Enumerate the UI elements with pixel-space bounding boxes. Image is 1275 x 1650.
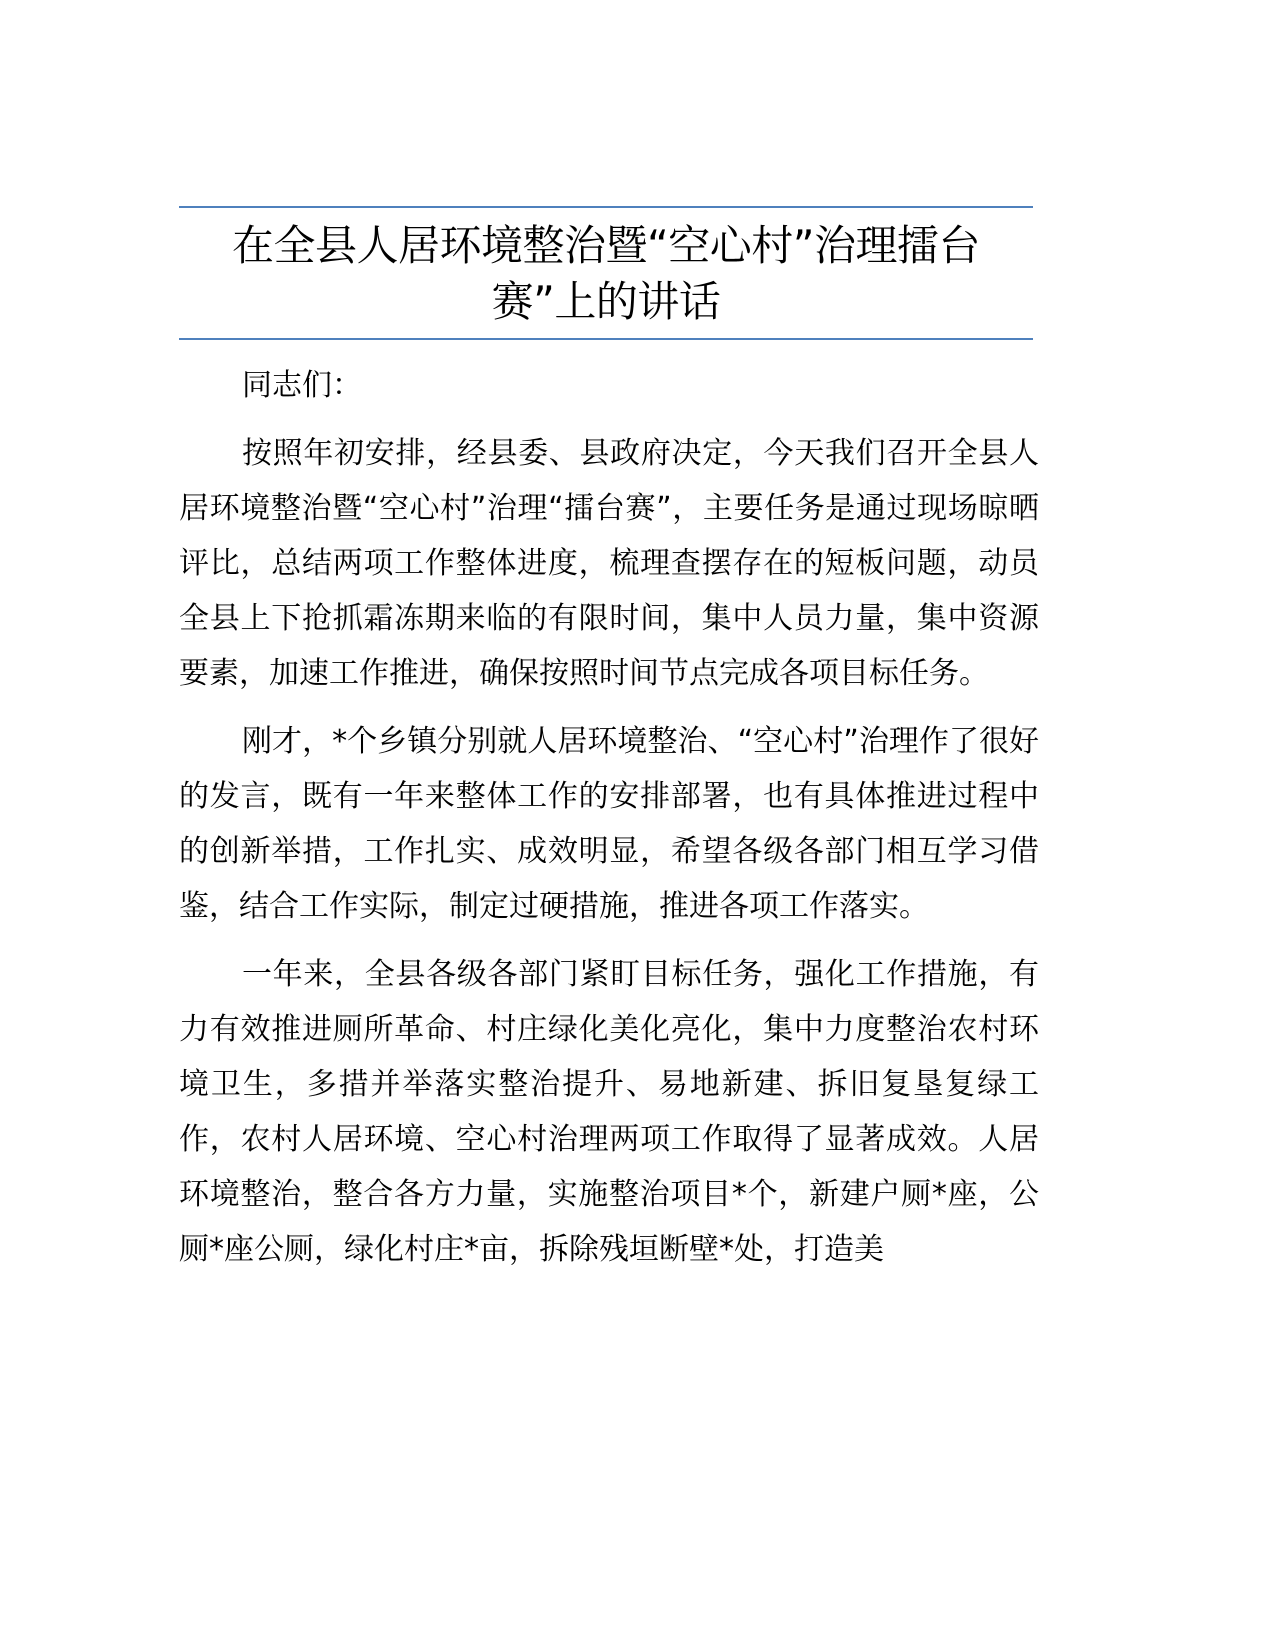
document-title [179,218,1033,330]
paragraph-2: 刚才，*个乡镇分别就人居环境整治、“空心村”治理作了很好的发言，既有一年来整体工作的安排部署，也有具体推进过程中的创新举措，工作扎实、成效明显，希望各级各部门相互学习借鉴，结合工作实际，制定过硬措施，推进各项工作落实。 [179,724,1039,924]
title-line-2: 赛”上的讲话 [491,277,721,326]
paragraph-1: 按照年初安排，经县委、县政府决定，今天我们召开全县人居环境整治暨“空心村”治理“擂台赛”，主要任务是通过现场晾晒评比，总结两项工作整体进度，梳理查摆存在的短板问题，动员全县上下抢抓霜冻期来临的有限时间，集中人员力量，集中资源要素，加速工作推进，确保按照时间节点完成各项目标任务。 [179,436,1039,691]
title-line-1: 在全县人居环境整治暨“空心村”治理擂台 [231,221,981,270]
title-top-rule [179,206,1033,208]
document-body [179,358,1039,1277]
salutation: 同志们： [242,368,362,403]
title-bottom-rule [179,338,1033,340]
paragraph-3: 一年来，全县各级各部门紧盯目标任务，强化工作措施，有力有效推进厕所革命、村庄绿化美化亮化，集中力度整治农村环境卫生，多措并举落实整治提升、易地新建、拆旧复垦复绿工作，农村人居环境、空心村治理两项工作取得了显著成效。人居环境整治，整合各方力量，实施整治项目*个，新建户厕*座，公厕*座公厕，绿化村庄*亩，拆除残垣断壁*处，打造美 [179,957,1039,1267]
